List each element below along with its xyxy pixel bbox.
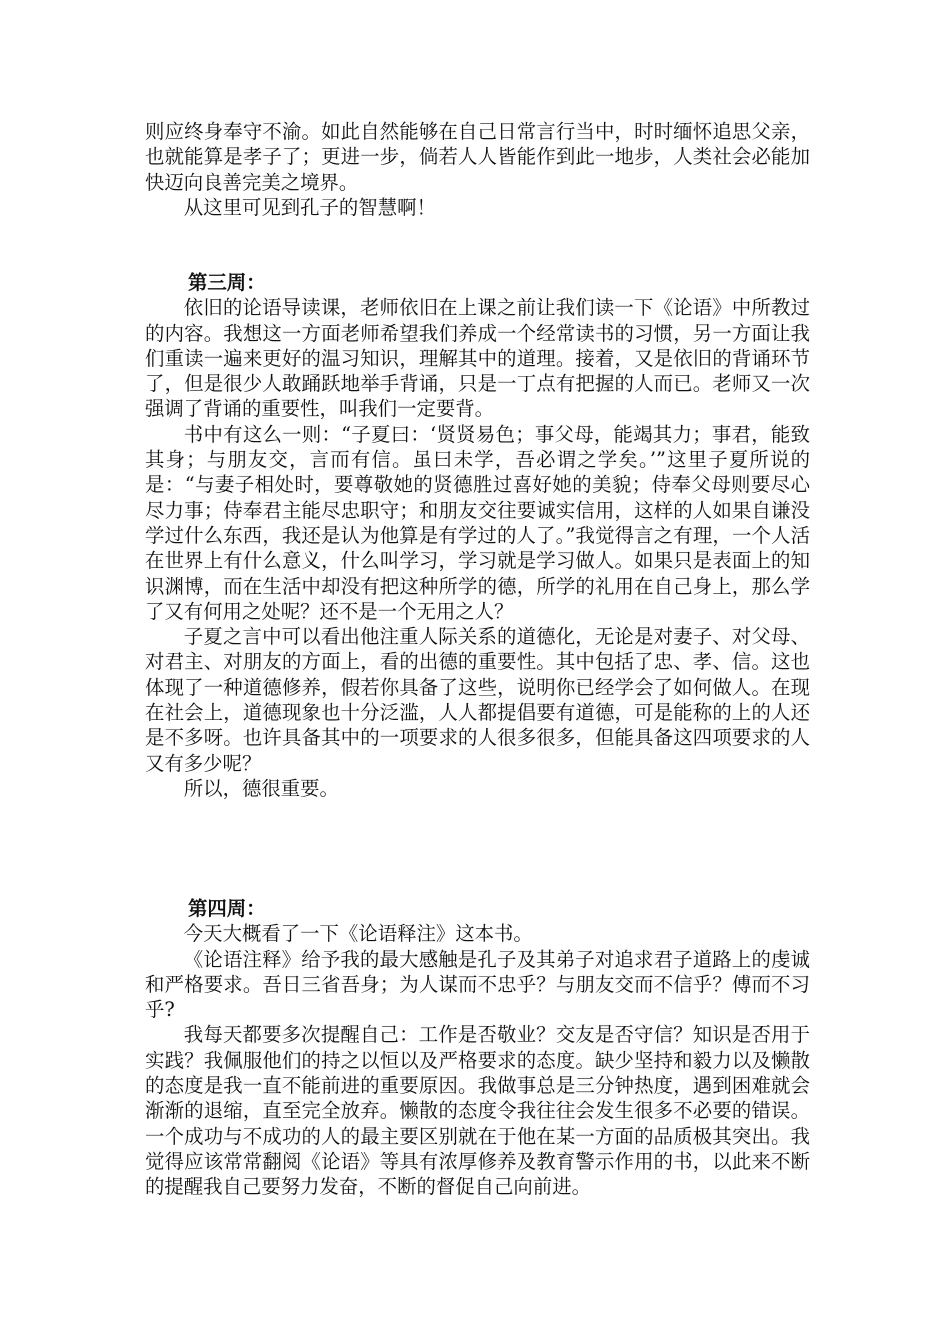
- paragraph: 书中有这么一则：“子夏曰：‘贤贤易色；事父母，能竭其力；事君，能致其身；与朋友交，言而有信。虽曰未学，吾必谓之学矣。’”这里子夏所说的是：“与妻子相处时，要尊敬她的贤德胜过喜好她的美貌；侍奉父母则要尽心尽力事；侍奉君主能尽忠职守；和朋友交往要诚实信用，这样的人如果自谦没学过什么东西，我还是认为他算是有学过的人了。”我觉得言之有理，一个人活在世界上有什么意义，什么叫学习，学习就是学习做人。如果只是表面上的知识渊博，而在生活中却没有把这种所学的德，所学的礼用在自己身上，那么学了又有何用之处呢？还不是一个无用之人？: [145, 422, 810, 623]
- paragraph: 从这里可见到孔子的智慧啊！: [183, 195, 436, 219]
- section-week-three: [145, 270, 810, 801]
- paragraph: 依旧的论语导读课，老师依旧在上课之前让我们读一下《论语》中所教过的内容。我想这一方面老师希望我们养成一个经常读书的习惯，另一方面让我们重读一遍来更好的温习知识，理解其中的道理。接着，又是依旧的背诵环节了，但是很少人敢踊跃地举手背诵，只是一丁点有把握的人而已。老师又一次强调了背诵的重要性，叫我们一定要背。: [145, 296, 810, 421]
- section-heading: 第三周：: [188, 271, 266, 294]
- paragraph: 子夏之言中可以看出他注重人际关系的道德化，无论是对妻子、对父母、对君主、对朋友的方面上，看的出德的重要性。其中包括了忠、孝、信。这也体现了一种道德修养，假若你具备了这些，说明你已经学会了如何做人。在现在社会上，道德现象也十分泛滥，人人都提倡要有道德，可是能称的上的人还是不多呀。也许具备其中的一项要求的人很多很多，但能具备这四项要求的人又有多少呢？: [145, 625, 810, 775]
- section-heading: 第四周：: [188, 897, 266, 920]
- section-intro: [145, 119, 810, 220]
- paragraph: 所以，德很重要。: [183, 776, 339, 800]
- paragraph: 今天大概看了一下《论语释注》这本书。: [183, 922, 533, 946]
- paragraph: 我每天都要多次提醒自己：工作是否敬业？交友是否守信？知识是否用于实践？我佩服他们的持之以恒以及严格要求的态度。缺少坚持和毅力以及懒散的态度是我一直不能前进的重要原因。我做事总是三分钟热度，遇到困难就会渐渐的退缩，直至完全放弃。懒散的态度令我往往会发生很多不必要的错误。一个成功与不成功的人的最主要区别就在于他在某一方面的品质极其突出。我觉得应该常常翻阅《论语》等具有浓厚修养及教育警示作用的书，以此来不断的提醒我自己要努力发奋，不断的督促自己向前进。: [145, 1023, 810, 1199]
- paragraph: 《论语注释》给予我的最大感触是孔子及其弟子对追求君子道路上的虔诚和严格要求。吾日三省吾身；为人谋而不忠乎？与朋友交而不信乎？傅而不习乎?: [145, 947, 810, 1022]
- section-week-four: [145, 896, 810, 1200]
- paragraph: 则应终身奉守不渝。如此自然能够在自己日常言行当中，时时缅怀追思父亲，也就能算是孝子了；更进一步，倘若人人皆能作到此一地步，人类社会必能加快迈向良善完美之境界。: [145, 120, 810, 194]
